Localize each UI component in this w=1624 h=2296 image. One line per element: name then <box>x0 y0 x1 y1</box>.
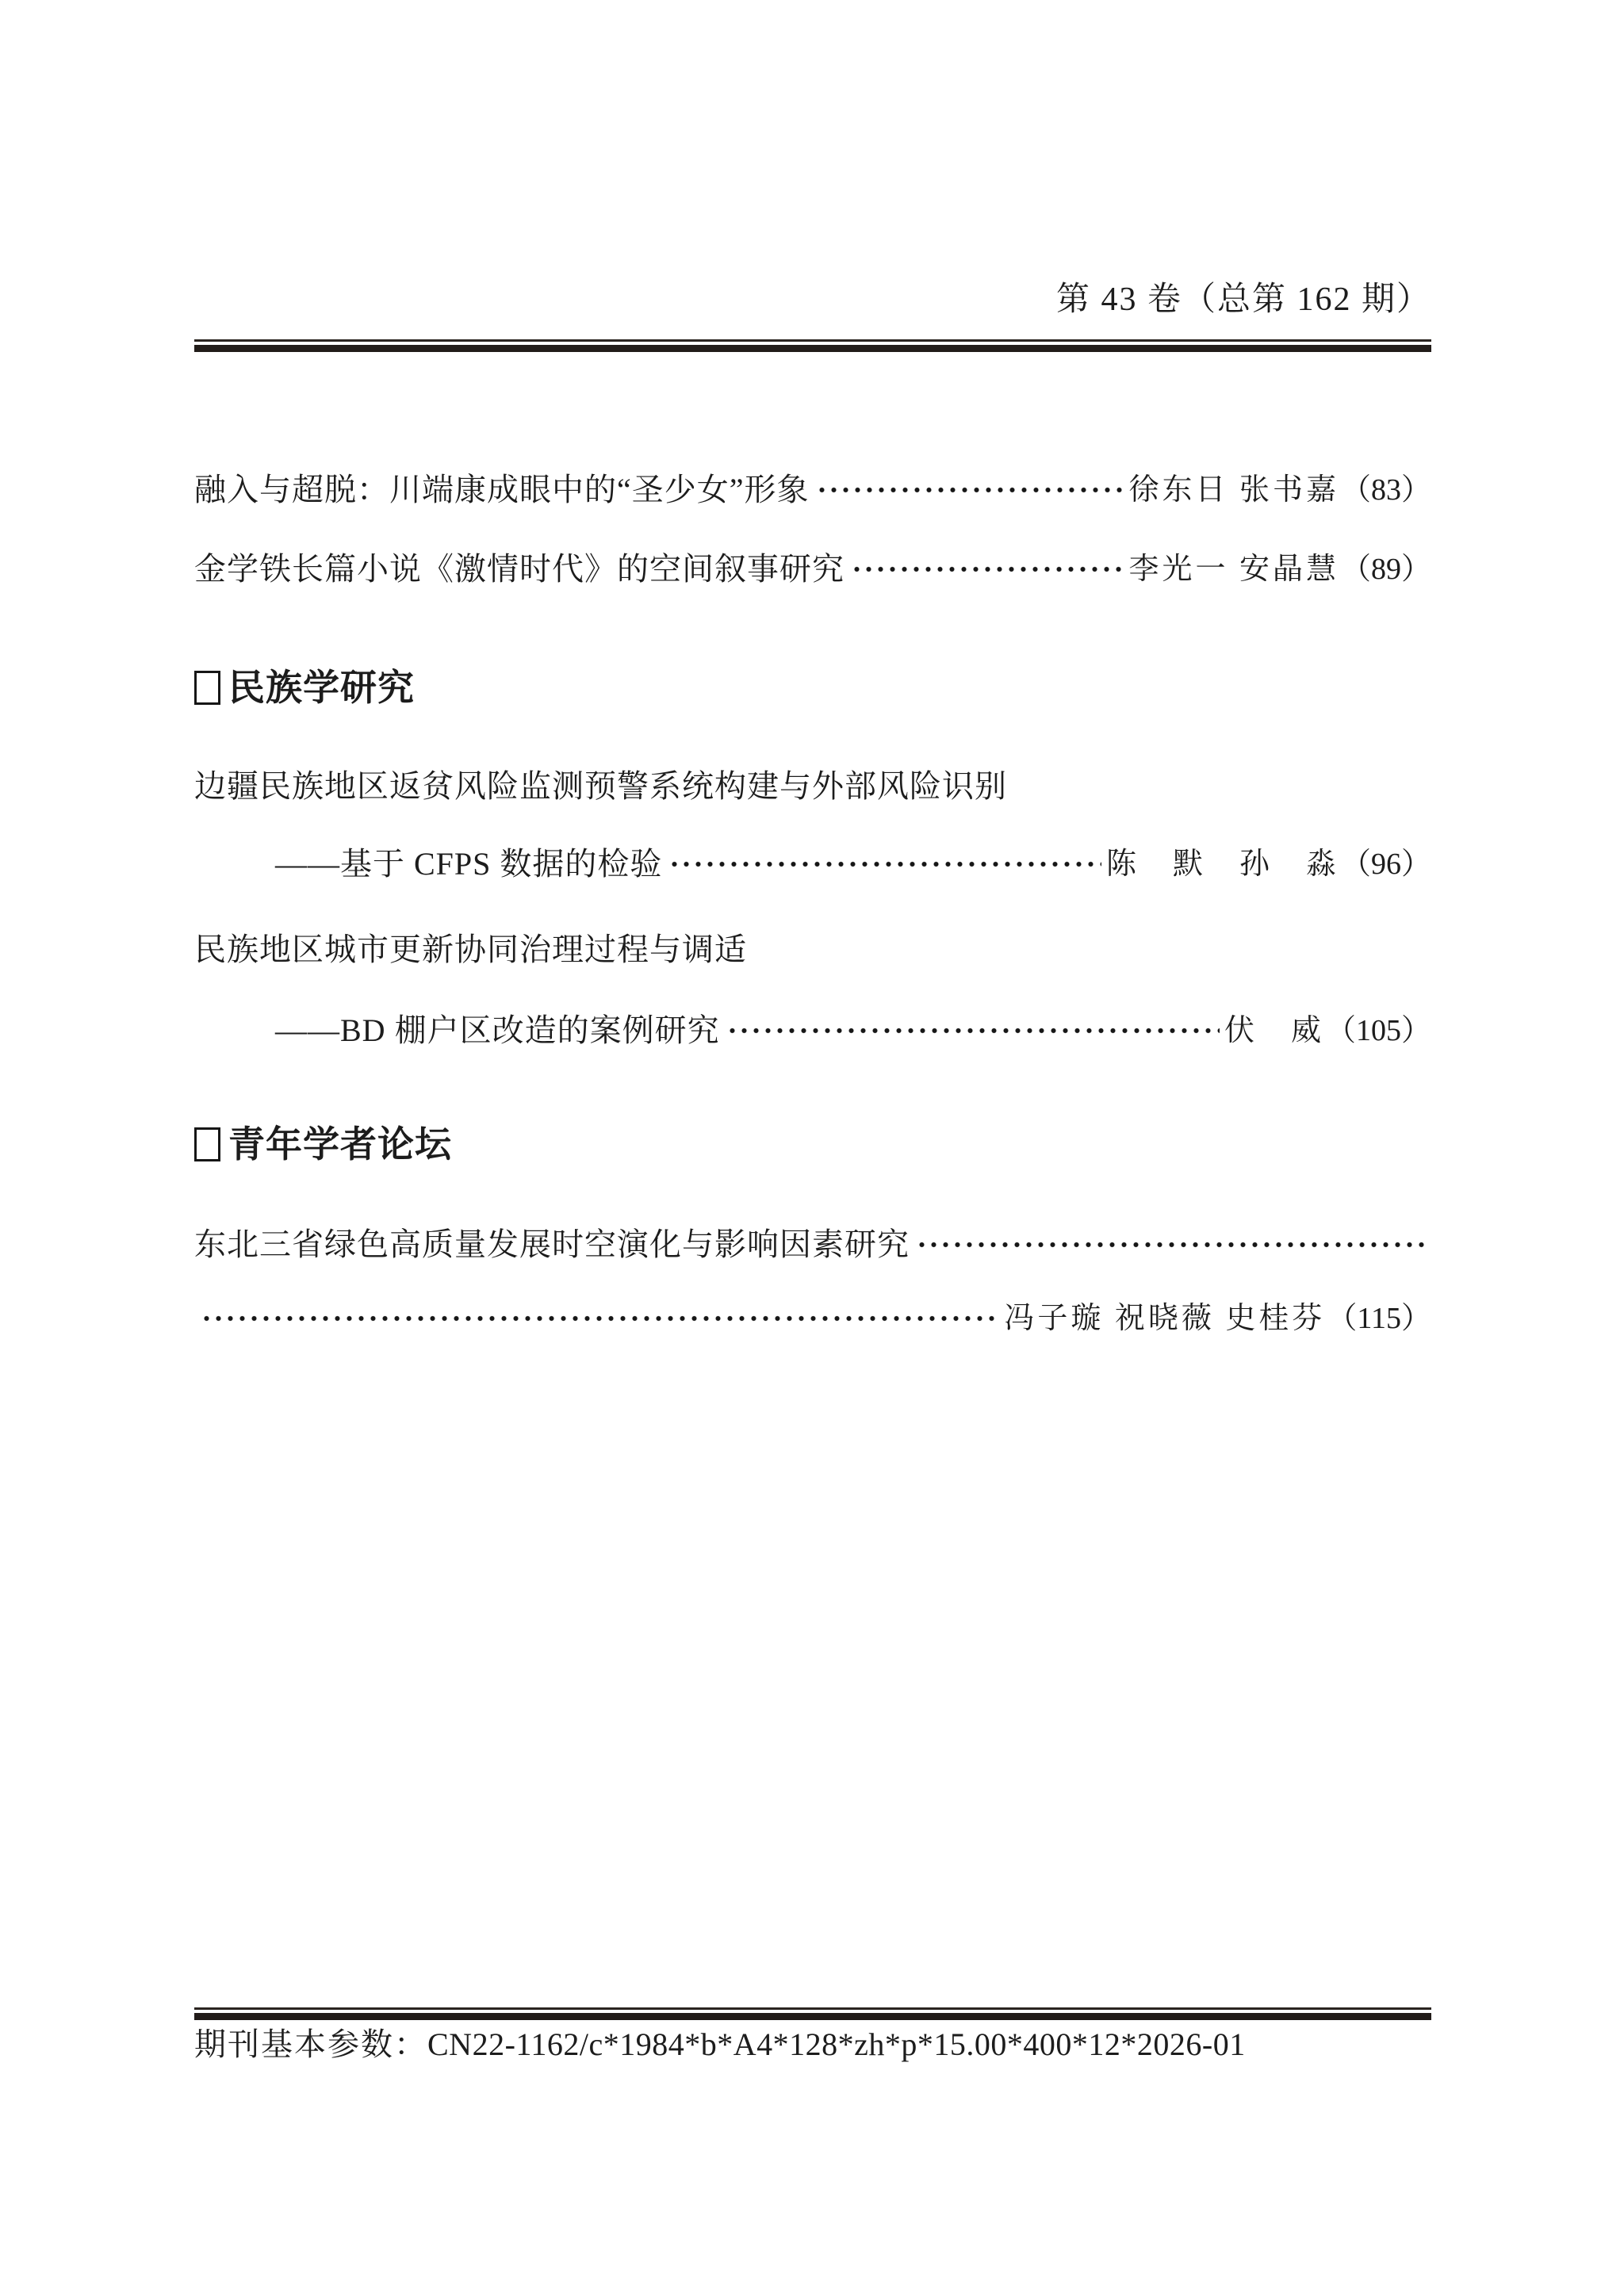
entry-page-number: （83） <box>1340 473 1431 507</box>
entry-authors: 李光一 安晶慧 <box>1128 553 1339 586</box>
dotted-leader <box>197 1303 999 1334</box>
hollow-square-icon <box>194 671 220 705</box>
issue-header: 第 43 卷（总第 162 期） <box>1055 281 1431 318</box>
entry-title: 东北三省绿色高质量发展时空演化与影响因素研究 <box>194 1226 910 1262</box>
section-header-ethnology <box>194 666 1431 709</box>
toc-entry-line2 <box>194 1299 1431 1337</box>
entry-authors: 冯子璇 祝晓薇 史桂芬 <box>1004 1302 1326 1335</box>
section-header-young-scholars-forum <box>194 1123 1431 1165</box>
entry-title: 金学铁长篇小说《激情时代》的空间叙事研究 <box>194 551 845 587</box>
entry-page-number: （115） <box>1327 1302 1431 1335</box>
journal-parameters-line <box>194 2025 1431 2064</box>
entry-title: 民族地区城市更新协同治理过程与调适 <box>194 932 747 967</box>
section-label: 民族学研究 <box>228 667 415 708</box>
entry-authors: 徐东日 张书嘉 <box>1128 473 1339 507</box>
toc-entry <box>194 471 1431 509</box>
toc-entry-line2 <box>194 1012 1431 1050</box>
entry-title: 融入与超脱：川端康成眼中的“圣少女”形象 <box>194 472 810 507</box>
dotted-leader <box>848 553 1124 585</box>
entry-page-number: （96） <box>1340 848 1431 881</box>
toc-entry-line1 <box>194 767 1431 806</box>
dotted-leader <box>813 474 1124 506</box>
dotted-leader <box>913 1229 1427 1261</box>
bottom-rule-thick-line <box>194 2013 1431 2020</box>
journal-parameters-value: CN22-1162/c*1984*b*A4*128*zh*p*15.00*400*12*2026-01 <box>427 2026 1246 2062</box>
entry-authors: 伏 威 <box>1224 1014 1324 1047</box>
entry-subtitle: ——基于 CFPS 数据的检验 <box>275 846 663 882</box>
section-label: 青年学者论坛 <box>228 1123 452 1165</box>
entry-subtitle: ——BD 棚户区改造的案例研究 <box>275 1012 720 1048</box>
entry-page-number: （89） <box>1340 553 1431 586</box>
toc-entry-line1 <box>194 1226 1431 1264</box>
bottom-double-rule <box>194 2007 1431 2020</box>
journal-parameters-label: 期刊基本参数： <box>194 2026 427 2062</box>
hollow-square-icon <box>194 1127 220 1161</box>
entry-authors: 陈 默 孙 淼 <box>1105 848 1339 881</box>
entry-page-number: （105） <box>1325 1014 1431 1047</box>
top-double-rule <box>194 339 1431 352</box>
toc-entry <box>194 550 1431 588</box>
dotted-leader <box>723 1015 1220 1047</box>
toc-entry-line1 <box>194 931 1431 969</box>
dotted-leader <box>665 848 1101 880</box>
top-rule-thick-line <box>194 345 1431 352</box>
entry-title: 边疆民族地区返贫风险监测预警系统构建与外部风险识别 <box>194 768 1007 804</box>
toc-entry-line2 <box>194 845 1431 883</box>
